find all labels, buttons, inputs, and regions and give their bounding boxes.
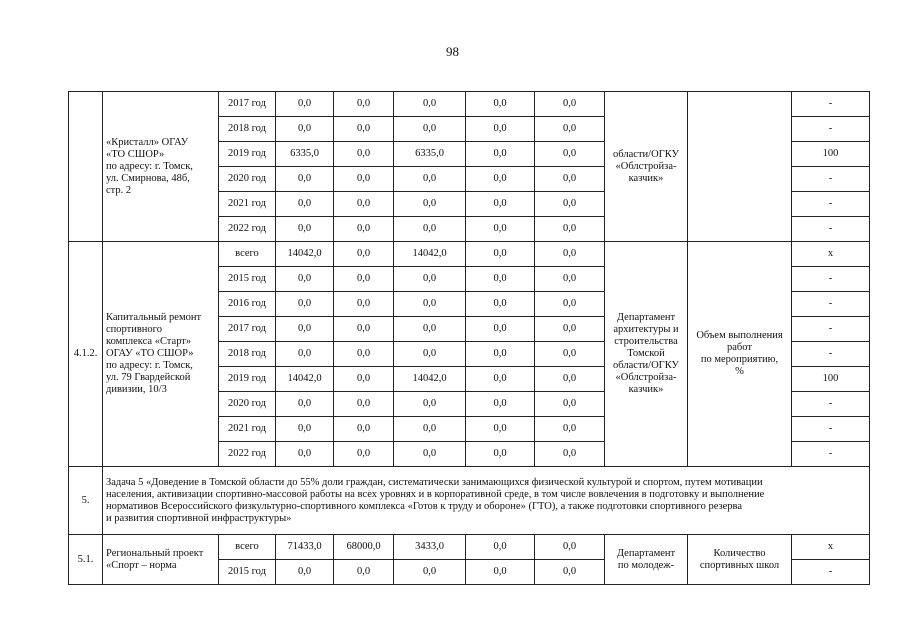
executor-cell-line: «Облстройза- [615, 372, 677, 383]
regional-budget-cell: 0,0 [394, 92, 466, 117]
year-cell: 2018 год [219, 117, 276, 142]
executor-cell-line: казчик» [628, 384, 664, 395]
year-cell: 2017 год [219, 92, 276, 117]
index-cell [69, 92, 103, 242]
executor-cell-line: Томской [627, 348, 665, 359]
extrabudget-cell: 0,0 [535, 142, 605, 167]
task-description-cell [103, 467, 870, 535]
extrabudget-cell: 0,0 [535, 442, 605, 467]
regional-budget-cell: 0,0 [394, 317, 466, 342]
executor-cell-line: «Облстройза- [615, 160, 677, 172]
table-row [69, 242, 870, 267]
indicator-value-cell: - [792, 442, 870, 467]
extrabudget-cell: 0,0 [535, 292, 605, 317]
extrabudget-cell: 0,0 [535, 317, 605, 342]
indicator-value-cell: 100 [792, 367, 870, 392]
indicator-value-cell: - [792, 317, 870, 342]
regional-budget-cell: 0,0 [394, 292, 466, 317]
indicator-value-cell: - [792, 292, 870, 317]
measure-name-cell [103, 535, 219, 585]
year-cell: 2018 год [219, 342, 276, 367]
local-budget-cell: 0,0 [466, 92, 535, 117]
task-row [69, 467, 870, 535]
indicator-value-cell: - [792, 167, 870, 192]
year-cell: 2020 год [219, 392, 276, 417]
federal-budget-cell: 0,0 [334, 292, 394, 317]
executor-cell [605, 92, 688, 242]
measure-name-cell-line: спортивного [106, 324, 162, 335]
total-cell: 6335,0 [276, 142, 334, 167]
measure-name-cell [103, 92, 219, 242]
federal-budget-cell: 68000,0 [334, 535, 394, 560]
year-cell: 2017 год [219, 317, 276, 342]
measure-name-cell-line: стр. 2 [106, 184, 132, 196]
total-cell: 0,0 [276, 560, 334, 585]
local-budget-cell: 0,0 [466, 292, 535, 317]
regional-budget-cell: 3433,0 [394, 535, 466, 560]
extrabudget-cell: 0,0 [535, 92, 605, 117]
indicator-name-cell-line: спортивных школ [699, 559, 780, 571]
measure-name-cell-line: ул. Смирнова, 48б, [106, 172, 190, 184]
indicator-value-cell: - [792, 417, 870, 442]
page-number: 98 [446, 44, 459, 59]
measure-name-cell-line: «Спорт – норма [106, 559, 177, 571]
federal-budget-cell: 0,0 [334, 167, 394, 192]
local-budget-cell: 0,0 [466, 342, 535, 367]
task-description-cell-line: и развития спортивной инфраструктуры» [106, 512, 292, 524]
indicator-value-cell: - [792, 217, 870, 242]
local-budget-cell: 0,0 [466, 442, 535, 467]
indicator-name-cell-line: работ [727, 342, 752, 353]
regional-budget-cell: 0,0 [394, 217, 466, 242]
indicator-name-cell [688, 535, 792, 585]
table-row [69, 535, 870, 560]
indicator-value-cell: - [792, 192, 870, 217]
year-cell: 2019 год [219, 142, 276, 167]
local-budget-cell: 0,0 [466, 560, 535, 585]
total-cell: 0,0 [276, 192, 334, 217]
local-budget-cell: 0,0 [466, 317, 535, 342]
local-budget-cell: 0,0 [466, 167, 535, 192]
total-cell: 0,0 [276, 342, 334, 367]
extrabudget-cell: 0,0 [535, 217, 605, 242]
indicator-value-cell: - [792, 117, 870, 142]
indicator-value-cell: 100 [792, 142, 870, 167]
federal-budget-cell: 0,0 [334, 92, 394, 117]
total-cell: 0,0 [276, 292, 334, 317]
extrabudget-cell: 0,0 [535, 192, 605, 217]
year-cell: 2021 год [219, 192, 276, 217]
indicator-name-cell-line: по мероприятию, [700, 354, 779, 365]
extrabudget-cell: 0,0 [535, 535, 605, 560]
measure-name-cell-line: дивизии, 10/3 [106, 384, 167, 395]
indicator-value-cell: - [792, 342, 870, 367]
measure-name-cell [103, 242, 219, 467]
total-cell: 0,0 [276, 267, 334, 292]
index-cell: 5.1. [69, 535, 103, 585]
extrabudget-cell: 0,0 [535, 342, 605, 367]
total-cell: 0,0 [276, 217, 334, 242]
executor-cell-line: области/ОГКУ [613, 148, 679, 160]
local-budget-cell: 0,0 [466, 142, 535, 167]
local-budget-cell: 0,0 [466, 392, 535, 417]
measure-name-cell-line: «ТО СШОР» [106, 148, 165, 160]
index-cell: 5. [69, 467, 103, 535]
federal-budget-cell: 0,0 [334, 192, 394, 217]
year-cell: 2015 год [219, 560, 276, 585]
year-cell: 2016 год [219, 292, 276, 317]
total-cell: 14042,0 [276, 242, 334, 267]
regional-budget-cell: 6335,0 [394, 142, 466, 167]
measure-name-cell-line: по адресу: г. Томск, [106, 360, 193, 371]
total-cell: 0,0 [276, 167, 334, 192]
total-cell: 0,0 [276, 392, 334, 417]
task-description-cell-line: нормативов Всероссийского физкультурно-спортивного комплекса «Готов к труду и обороне» (ГТО), а также подготовки спортивного резерва [106, 500, 743, 512]
table-row [69, 92, 870, 117]
program-table [68, 91, 870, 585]
index-cell: 4.1.2. [69, 242, 103, 467]
year-cell: 2022 год [219, 217, 276, 242]
total-cell: 0,0 [276, 317, 334, 342]
local-budget-cell: 0,0 [466, 417, 535, 442]
measure-name-cell-line: Региональный проект [106, 547, 204, 559]
federal-budget-cell: 0,0 [334, 392, 394, 417]
executor-cell-line: строительства [614, 336, 678, 347]
year-cell: всего [219, 242, 276, 267]
task-description-cell-line: населения, активизации спортивно-массовой работы на всех уровнях и в корпоративной среде, в том числе вовлечения в подготовку и выполнение [106, 488, 765, 500]
executor-cell-line: архитектуры и [613, 324, 679, 335]
measure-name-cell-line: Капитальный ремонт [106, 312, 202, 323]
year-cell: 2021 год [219, 417, 276, 442]
indicator-value-cell: - [792, 267, 870, 292]
federal-budget-cell: 0,0 [334, 267, 394, 292]
extrabudget-cell: 0,0 [535, 242, 605, 267]
executor-cell-line: казчик» [628, 172, 664, 184]
federal-budget-cell: 0,0 [334, 217, 394, 242]
local-budget-cell: 0,0 [466, 535, 535, 560]
indicator-value-cell: - [792, 92, 870, 117]
extrabudget-cell: 0,0 [535, 267, 605, 292]
regional-budget-cell: 0,0 [394, 167, 466, 192]
extrabudget-cell: 0,0 [535, 167, 605, 192]
total-cell: 0,0 [276, 117, 334, 142]
regional-budget-cell: 0,0 [394, 560, 466, 585]
year-cell: 2015 год [219, 267, 276, 292]
executor-cell-line: по молодеж- [617, 559, 675, 571]
local-budget-cell: 0,0 [466, 217, 535, 242]
regional-budget-cell: 0,0 [394, 117, 466, 142]
regional-budget-cell: 14042,0 [394, 367, 466, 392]
local-budget-cell: 0,0 [466, 192, 535, 217]
regional-budget-cell: 0,0 [394, 192, 466, 217]
total-cell: 0,0 [276, 92, 334, 117]
executor-cell-line: области/ОГКУ [613, 360, 679, 371]
regional-budget-cell: 0,0 [394, 442, 466, 467]
year-cell: всего [219, 535, 276, 560]
total-cell: 14042,0 [276, 367, 334, 392]
indicator-name-cell-line: Объем выполнения [696, 330, 783, 341]
regional-budget-cell: 0,0 [394, 267, 466, 292]
measure-name-cell-line: ОГАУ «ТО СШОР» [106, 348, 194, 359]
measure-name-cell-line: ул. 79 Гвардейской [106, 372, 191, 383]
year-cell: 2022 год [219, 442, 276, 467]
total-cell: 71433,0 [276, 535, 334, 560]
task-description-cell-line: Задача 5 «Доведение в Томской области до 55% доли граждан, систематически занимающихся физической культурой и спортом, путем мотивации [106, 476, 763, 488]
measure-name-cell-line: комплекса «Старт» [106, 336, 192, 347]
regional-budget-cell: 14042,0 [394, 242, 466, 267]
measure-name-cell-line: по адресу: г. Томск, [106, 160, 193, 172]
indicator-name-cell-line: Количество [713, 547, 766, 559]
indicator-value-cell: x [792, 242, 870, 267]
executor-cell [605, 242, 688, 467]
federal-budget-cell: 0,0 [334, 342, 394, 367]
extrabudget-cell: 0,0 [535, 560, 605, 585]
federal-budget-cell: 0,0 [334, 560, 394, 585]
federal-budget-cell: 0,0 [334, 117, 394, 142]
indicator-name-cell [688, 242, 792, 467]
executor-cell-line: Департамент [616, 312, 676, 323]
measure-name-cell-line: «Кристалл» ОГАУ [106, 136, 189, 148]
indicator-value-cell: x [792, 535, 870, 560]
executor-cell-line: Департамент [616, 547, 676, 559]
federal-budget-cell: 0,0 [334, 142, 394, 167]
extrabudget-cell: 0,0 [535, 367, 605, 392]
extrabudget-cell: 0,0 [535, 417, 605, 442]
indicator-value-cell: - [792, 392, 870, 417]
total-cell: 0,0 [276, 417, 334, 442]
extrabudget-cell: 0,0 [535, 117, 605, 142]
year-cell: 2020 год [219, 167, 276, 192]
extrabudget-cell: 0,0 [535, 392, 605, 417]
federal-budget-cell: 0,0 [334, 367, 394, 392]
local-budget-cell: 0,0 [466, 242, 535, 267]
local-budget-cell: 0,0 [466, 367, 535, 392]
regional-budget-cell: 0,0 [394, 417, 466, 442]
federal-budget-cell: 0,0 [334, 242, 394, 267]
year-cell: 2019 год [219, 367, 276, 392]
indicator-name-cell-line: % [735, 366, 744, 377]
regional-budget-cell: 0,0 [394, 392, 466, 417]
local-budget-cell: 0,0 [466, 117, 535, 142]
total-cell: 0,0 [276, 442, 334, 467]
executor-cell [605, 535, 688, 585]
federal-budget-cell: 0,0 [334, 317, 394, 342]
federal-budget-cell: 0,0 [334, 442, 394, 467]
indicator-name-cell [688, 92, 792, 242]
local-budget-cell: 0,0 [466, 267, 535, 292]
indicator-value-cell: - [792, 560, 870, 585]
federal-budget-cell: 0,0 [334, 417, 394, 442]
regional-budget-cell: 0,0 [394, 342, 466, 367]
